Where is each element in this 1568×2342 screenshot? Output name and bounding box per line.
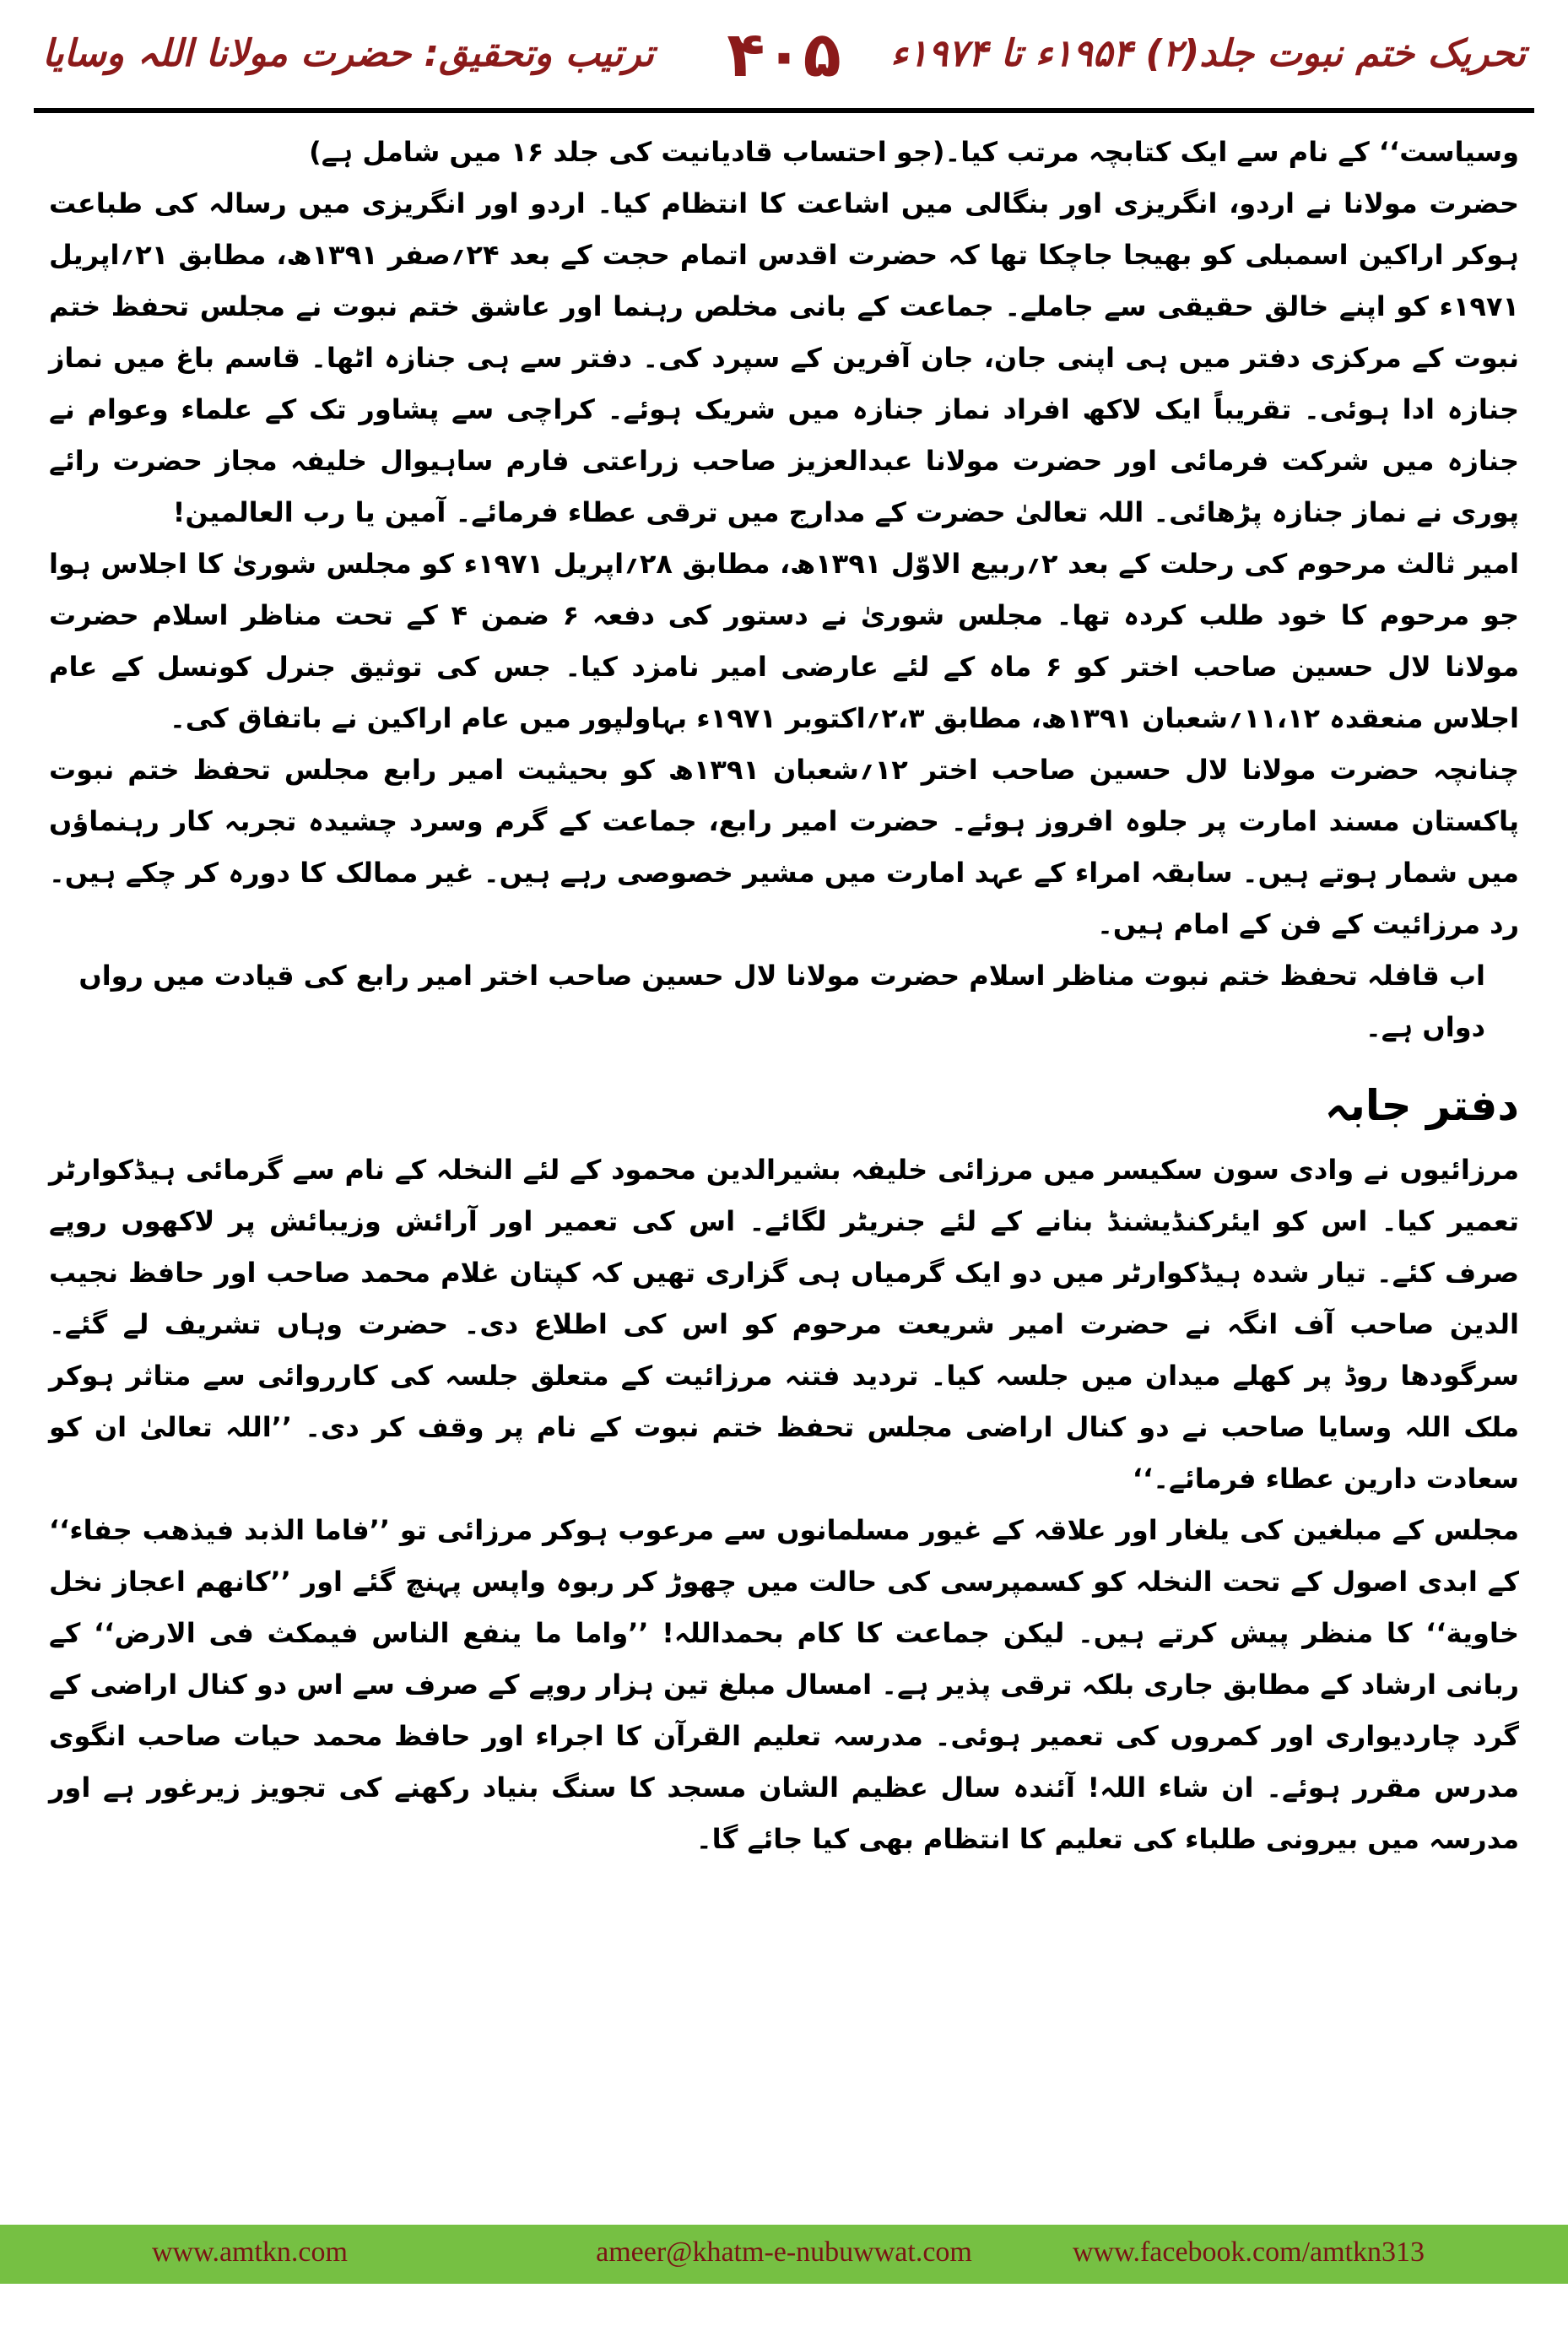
paragraph-3: امیر ثالث مرحوم کی رحلت کے بعد ۲؍ربیع الاوّل ۱۳۹۱ھ، مطابق ۲۸؍اپریل ۱۹۷۱ء کو مجلس شوریٰ کا اجلاس ہوا جو مرحوم کا خود طلب کردہ تھا۔ مجلس شوریٰ نے دستور کی دفعہ ۶ ضمن ۴ کے تحت مناظر اسلام حضرت مولانا لال حسین صاحب اختر کو ۶ ماہ کے لئے عارضی امیر نامزد کیا۔ جس کی توثیق جنرل کونسل کے عام اجلاس منعقدہ ۱۱،۱۲؍شعبان ۱۳۹۱ھ، مطابق ۲،۳؍اکتوبر ۱۹۷۱ء بہاولپور میں عام اراکین نے باتفاق کی۔ — [49, 548, 1520, 734]
facebook-link[interactable]: www.facebook.com/amtkn313 — [1072, 2237, 1425, 2268]
paragraph-2: حضرت مولانا نے اردو، انگریزی اور بنگالی میں اشاعت کا انتظام کیا۔ اردو اور انگریزی میں رسالہ کی طباعت ہوکر اراکین اسمبلی کو بھیجا جاچکا تھا کہ حضرت اقدس اتمام حجت کے بعد ۲۴؍صفر ۱۳۹۱ھ، مطابق ۲۱؍اپریل ۱۹۷۱ء کو اپنے خالق حقیقی سے جاملے۔ جماعت کے بانی مخلص رہنما اور عاشق ختم نبوت نے مجلس تحفظ ختم نبوت کے مرکزی دفتر میں ہی اپنی جان، جان آفرین کے سپرد کی۔ دفتر سے ہی جنازہ اٹھا۔ قاسم باغ میں نماز جنازہ ادا ہوئی۔ تقریباً ایک لاکھ افراد نماز جنازہ میں شریک ہوئے۔ کراچی سے پشاور تک کے علماء وعوام نے جنازہ میں شرکت فرمائی اور حضرت مولانا عبدالعزیز صاحب زراعتی فارم ساہیوال خلیفہ مجاز حضرت رائے پوری نے نماز جنازہ پڑھائی۔ اللہ تعالیٰ حضرت کے مدارج میں ترقی عطاء فرمائے۔ آمین یا رب العالمین! — [49, 187, 1520, 528]
page-body — [49, 127, 1519, 2186]
paragraph-4: چنانچہ حضرت مولانا لال حسین صاحب اختر ۱۲؍شعبان ۱۳۹۱ھ کو بحیثیت امیر رابع مجلس تحفظ ختم نبوت پاکستان مسند امارت پر جلوہ افروز ہوئے۔ حضرت امیر رابع، جماعت کے گرم وسرد چشیدہ تجربہ کار رہنماؤں میں شمار ہوتے ہیں۔ سابقہ امراء کے عہد امارت میں مشیر خصوصی رہے ہیں۔ غیر ممالک کا دورہ کر چکے ہیں۔ رد مرزائیت کے فن کے امام ہیں۔ — [49, 754, 1520, 940]
page-number: ۴۰۵ — [727, 19, 841, 91]
email-link[interactable]: ameer@khatm-e-nubuwwat.com — [596, 2237, 972, 2268]
header-divider — [34, 108, 1534, 113]
paragraph-5: اب قافلہ تحفظ ختم نبوت مناظر اسلام حضرت مولانا لال حسین صاحب اختر امیر رابع کی قیادت میں رواں دواں ہے۔ — [78, 960, 1485, 1043]
section-paragraph-2: مجلس کے مبلغین کی یلغار اور علاقہ کے غیور مسلمانوں سے مرعوب ہوکر مرزائی تو ’’فاما الذبد فیذھب جفاء‘‘ کے ابدی اصول کے تحت النخلہ کو کسمپرسی کی حالت میں چھوڑ کر ربوہ واپس پہنچ گئے اور ’’کانھم اعجاز نخل خاویة‘‘ کا منظر پیش کرتے ہیں۔ لیکن جماعت کا کام بحمداللہ! ’’واما ما ینفع الناس فیمکث فی الارض‘‘ کے ربانی ارشاد کے مطابق جاری بلکہ ترقی پذیر ہے۔ امسال مبلغ تین ہزار روپے کے صرف سے اس دو کنال اراضی کے گرد چاردیواری اور کمروں کی تعمیر ہوئی۔ مدرسہ تعلیم القرآن کا اجراء اور حافظ محمد حیات صاحب انگوی مدرس مقرر ہوئے۔ ان شاء اللہ! آئندہ سال عظیم الشان مسجد کا سنگ بنیاد رکھنے کی تجویز زیرغور ہے اور مدرسہ میں بیرونی طلباء کی تعلیم کا انتظام بھی کیا جائے گا۔ — [49, 1514, 1519, 1855]
page-header — [0, 0, 1568, 127]
paragraph-1: وسیاست‘‘ کے نام سے ایک کتابچہ مرتب کیا۔(جو احتساب قادیانیت کی جلد ۱۶ میں شامل ہے) — [309, 136, 1519, 168]
compiler-credit: ترتیب وتحقیق: حضرت مولانا اللہ وسایا — [42, 32, 654, 75]
book-title: تحریک ختم نبوت جلد(۲) ۱۹۵۴ء تا ۱۹۷۴ء — [890, 32, 1526, 75]
website-link[interactable]: www.amtkn.com — [152, 2237, 348, 2268]
section-heading: دفتر جابہ — [1324, 1081, 1519, 1130]
section-paragraph-1: مرزائیوں نے وادی سون سکیسر میں مرزائی خلیفہ بشیرالدین محمود کے لئے النخلہ کے نام سے گرمائی ہیڈکوارٹر تعمیر کیا۔ اس کو ایئرکنڈیشنڈ بنانے کے لئے جنریٹر لگائے۔ اس کی تعمیر اور آرائش وزیبائش پر لاکھوں روپے صرف کئے۔ تیار شدہ ہیڈکوارٹر میں دو ایک گرمیاں ہی گزاری تھیں کہ کپتان غلام محمد صاحب اور حافظ نجیب الدین صاحب آف انگہ نے حضرت امیر شریعت مرحوم کو اس کی اطلاع دی۔ حضرت وہاں تشریف لے گئے۔ سرگودھا روڈ پر کھلے میدان میں جلسہ کیا۔ تردید فتنہ مرزائیت کے متعلق جلسہ کی کارروائی سے متاثر ہوکر ملک اللہ وسایا صاحب نے دو کنال اراضی مجلس تحفظ ختم نبوت کے نام پر وقف کر دی۔ ’’اللہ تعالیٰ ان کو سعادت دارین عطاء فرمائے۔‘‘ — [49, 1154, 1520, 1495]
page-footer — [0, 2225, 1568, 2284]
